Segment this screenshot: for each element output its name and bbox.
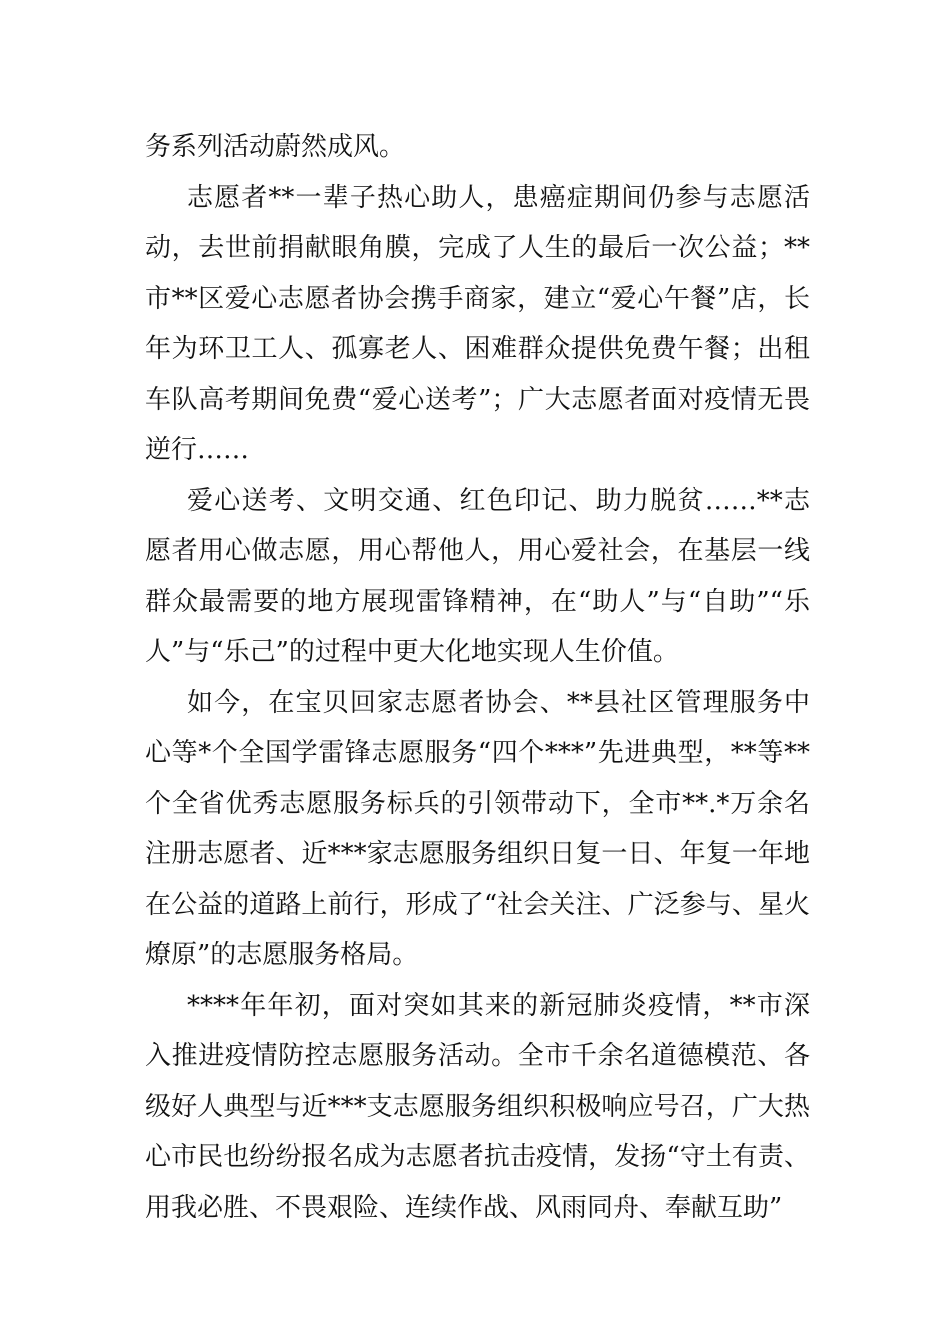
paragraph-2: 志愿者**一辈子热心助人，患癌症期间仍参与志愿活动，去世前捐献眼角膜，完成了人生的最后一次公益；**市**区爱心志愿者协会携手商家，建立“爱心午餐”店，长年为环卫工人、孤寡老人、困难群众提供免费午餐；出租车队高考期间免费“爱心送考”；广大志愿者面对疫情无畏逆行……	[145, 182, 810, 465]
paragraph-4: 如今，在宝贝回家志愿者协会、**县社区管理服务中心等*个全国学雷锋志愿服务“四个***”先进典型，**等**个全省优秀志愿服务标兵的引领带动下，全市**.*万余名注册志愿者、近***家志愿服务组织日复一日、年复一年地在公益的道路上前行，形成了“社会关注、广泛参与、星火燎原”的志愿服务格局。	[145, 687, 810, 970]
paragraph-3: 爱心送考、文明交通、红色印记、助力脱贫……**志愿者用心做志愿，用心帮他人，用心爱社会，在基层一线群众最需要的地方展现雷锋精神，在“助人”与“自助”“乐人”与“乐己”的过程中更大化地实现人生价值。	[145, 485, 810, 667]
paragraph-5: ****年年初，面对突如其来的新冠肺炎疫情，**市深入推进疫情防控志愿服务活动。全市千余名道德模范、各级好人典型与近***支志愿服务组织积极响应号召，广大热心市民也纷纷报名成为志愿者抗击疫情，发扬“守土有责、用我必胜、不畏艰险、连续作战、风雨同舟、奉献互助”	[145, 990, 810, 1223]
body-text	[145, 122, 810, 1233]
paragraph-1: 务系列活动蔚然成风。	[145, 132, 406, 162]
